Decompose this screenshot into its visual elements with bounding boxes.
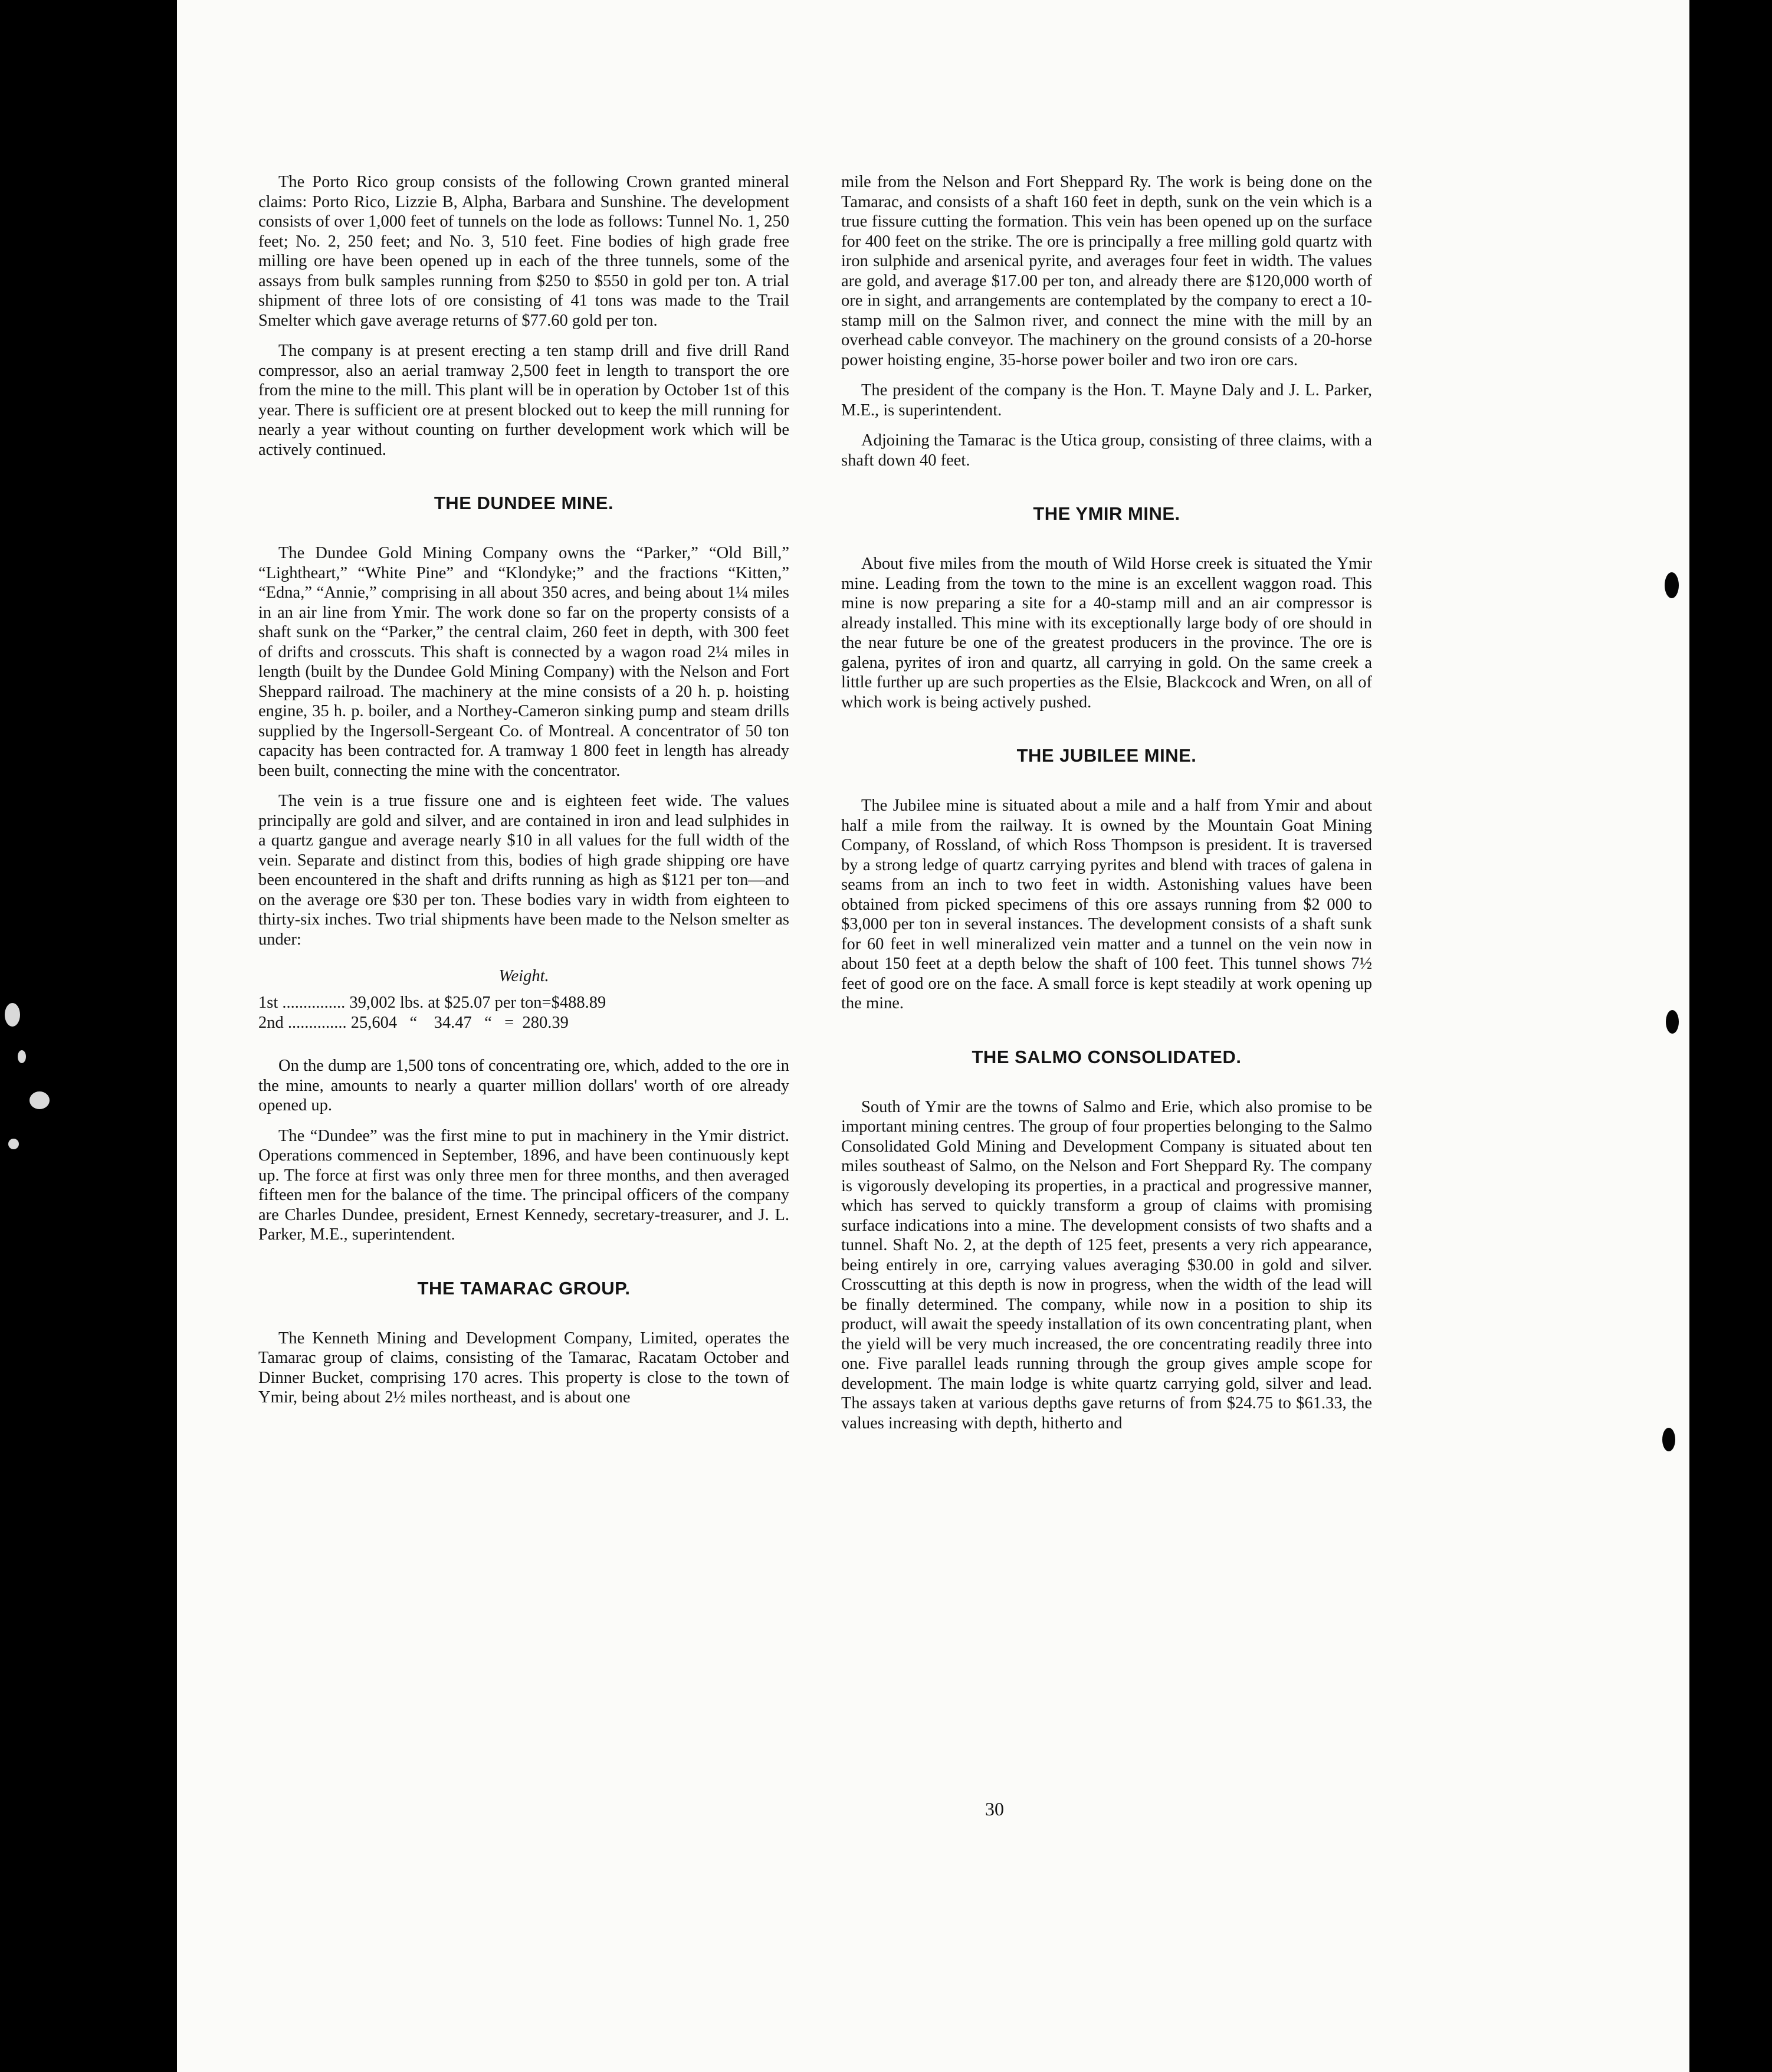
shipment-weight-caption: Weight. (498, 967, 549, 985)
jubilee-paragraph: The Jubilee mine is situated about a mile and a half from Ymir and about half a mile from the railway. It is owned by the Mountain Goat Mining Company, of Rossland, of which Ross Thompson is president. It is traversed by a strong ledge of quartz carrying pyrites and blend with traces of galena in seams from an inch to two feet in width. Astonishing values have been obtained from picked specimens of this ore assays running from $2 000 to $3,000 per ton in several instances. The development consists of a shaft sunk for 60 feet in well mineralized vein matter and a tunnel on the vein now in about 150 feet at a depth below the shaft of 100 feet. This tunnel shows 7½ feet of good ore on the face. A small force is kept steadily at work opening up the mine. (841, 796, 1372, 1012)
ymir-paragraph: About five miles from the mouth of Wild Horse creek is situated the Ymir mine. Leading from the town to the mine is an excellent waggon road. This mine is now preparing a site for a 40-stamp mill and an air compressor is already installed. This mine with its exceptionally large body of ore should in the near future be one of the greatest producers in the province. The ore is galena, pyrites of iron and quartz, all carrying in gold. On the same creek a little further up are such properties as the Elsie, Blackcock and Wren, on all of which work is being actively pushed. (841, 555, 1372, 712)
shipment-row: 1st ............... 39,002 lbs. at $25.07 per ton=$488.89 (258, 994, 606, 1012)
dundee-paragraph: On the dump are 1,500 tons of concentrating ore, which, added to the ore in the mine, amounts to nearly a quarter million dollars' worth of ore already opened up. (258, 1057, 789, 1114)
scan-border-left (0, 0, 177, 2072)
dundee-paragraph: The Dundee Gold Mining Company owns the “Parker,” “Old Bill,” “Lightheart,” “White Pine” and “Klondyke;” and the fractions “Kitten,” “Edna,” “Annie,” comprising in all about 350 acres, and being about 1¼ miles in an air line from Ymir. The work done so far on the property consists of a shaft sunk on the “Parker,” the central claim, 260 feet in depth, with 300 feet of drifts and crosscuts. This shaft is connected by a wagon road 2¼ miles in length (built by the Dundee Gold Mining Company) with the Nelson and Fort Sheppard railroad. The machinery at the mine consists of a 20 h. p. hoisting engine, 35 h. p. boiler, and a Northey-Cameron sinking pump and steam drills supplied by the Ingersoll-Sergeant Co. of Montreal. A concentrator of 50 ton capacity has been contracted for. A tramway 1 800 feet in length has already been built, connecting the mine with the concentrator. (258, 544, 789, 780)
porto-rico-paragraph: The company is at present erecting a ten stamp drill and five drill Rand compressor, also an aerial tramway 2,500 feet in length to transport the ore from the mine to the mill. This plant will be in operation by October 1st of this year. There is sufficient ore at present blocked out to keep the mill running for nearly a year without counting on further development work which will be actively continued. (258, 342, 789, 459)
punch-hole (1666, 1010, 1679, 1034)
dundee-paragraph: The vein is a true fissure one and is eighteen feet wide. The values principally are gold and silver, and are contained in iron and lead sulphides in a quartz gangue and average nearly $10 in all values for the full width of the vein. Separate and distinct from this, bodies of high grade shipping ore have been encountered in the shaft and drifts running as high as $121 per ton—and on the average ore $30 per ton. These bodies vary in width from eighteen to thirty-six inches. Two trial shipments have been made to the Nelson smelter as under: (258, 792, 789, 949)
left-column (258, 172, 789, 1418)
scan-border-right (1689, 0, 1772, 2072)
ymir-mine-heading: THE YMIR MINE. (1033, 503, 1180, 524)
salmo-consolidated-heading: THE SALMO CONSOLIDATED. (972, 1046, 1242, 1067)
dundee-mine-heading: THE DUNDEE MINE. (434, 493, 614, 513)
tamarac-paragraph: mile from the Nelson and Fort Sheppard Ry. The work is being done on the Tamarac, and consists of a shaft 160 feet in depth, sunk on the vein which is a true fissure cutting the formation. This vein has been opened up on the surface for 400 feet on the strike. The ore is principally a free milling gold quartz with iron sulphide and arsenical pyrite, and averages four feet in width. The values are gold, and average $17.00 per ton, and already there are $120,000 worth of ore in sight, and arrangements are contemplated by the company to erect a 10-stamp mill on the Salmon river, and connect the mine with the mill by an overhead cable conveyor. The machinery on the ground consists of a 20-horse power hoisting engine, 35-horse power boiler and two iron ore cars. (841, 173, 1372, 369)
tamarac-paragraph: The Kenneth Mining and Development Company, Limited, operates the Tamarac group of claims, consisting of the Tamarac, Racatam October and Dinner Bucket, comprising 170 acres. This property is close to the town of Ymir, being about 2½ miles northeast, and is about one (258, 1329, 789, 1407)
dundee-paragraph: The “Dundee” was the first mine to put in machinery in the Ymir district. Operations commenced in September, 1896, and have been continuously kept up. The force at first was only three men for three months, and then averaged fifteen men for the balance of the time. The principal officers of the company are Charles Dundee, president, Ernest Kennedy, secretary-treasurer, and J. L. Parker, M.E., superintendent. (258, 1126, 789, 1244)
scan-speckle (8, 1139, 19, 1149)
scan-speckle (5, 1003, 20, 1027)
tamarac-group-heading: THE TAMARAC GROUP. (417, 1277, 631, 1299)
page-number: 30 (985, 1798, 1004, 1819)
salmo-paragraph: South of Ymir are the towns of Salmo and Erie, which also promise to be important mining centres. The group of four properties belonging to the Salmo Consolidated Gold Mining and Development Company is situated about ten miles southeast of Salmo, on the Nelson and Fort Sheppard Ry. The company is vigorously developing its properties, in a practical and progressive manner, which has served to quickly transform a group of claims with promising surface indications into a mine. The development consists of two shafts and a tunnel. Shaft No. 2, at the depth of 125 feet, presents a very rich appearance, being entirely in ore, carrying values averaging $30.00 in gold and silver. Crosscutting at this depth is now in progress, when the width of the lead will be finally determined. The company, while now in a position to ship its product, will await the speedy installation of its own concentrating plant, when the yield will be very much increased, the ore concentrating readily three into one. Five parallel leads running through the group gives ample scope for development. The main lodge is white quartz carrying gold, silver and lead. The assays taken at various depths gave returns of from $24.75 to $61.33, the values increasing with depth, hitherto and (841, 1097, 1372, 1432)
right-column (841, 172, 1372, 1444)
scan-speckle (29, 1091, 50, 1109)
scan-speckle (18, 1050, 26, 1063)
tamarac-paragraph: Adjoining the Tamarac is the Utica group, consisting of three claims, with a shaft down 40 feet. (841, 431, 1372, 470)
tamarac-paragraph: The president of the company is the Hon. T. Mayne Daly and J. L. Parker, M.E., is superintendent. (841, 381, 1372, 419)
shipment-row: 2nd .............. 25,604 “ 34.47 “ = 280.39 (258, 1013, 569, 1032)
punch-hole (1662, 1428, 1675, 1451)
punch-hole (1665, 572, 1679, 598)
jubilee-mine-heading: THE JUBILEE MINE. (1016, 745, 1197, 766)
porto-rico-paragraph: The Porto Rico group consists of the following Crown granted mineral claims: Porto Rico, Lizzie B, Alpha, Barbara and Sunshine. The development consists of over 1,000 feet of tunnels on the lode as follows: Tunnel No. 1, 250 feet; No. 2, 250 feet; and No. 3, 510 feet. Fine bodies of high grade free milling ore have been opened up in each of the three tunnels, some of the assays from bulk samples running from $250 to $550 in gold per ton. A trial shipment of three lots of ore consisting of 41 tons was made to the Trail Smelter which gave average returns of $77.60 gold per ton. (258, 173, 789, 330)
